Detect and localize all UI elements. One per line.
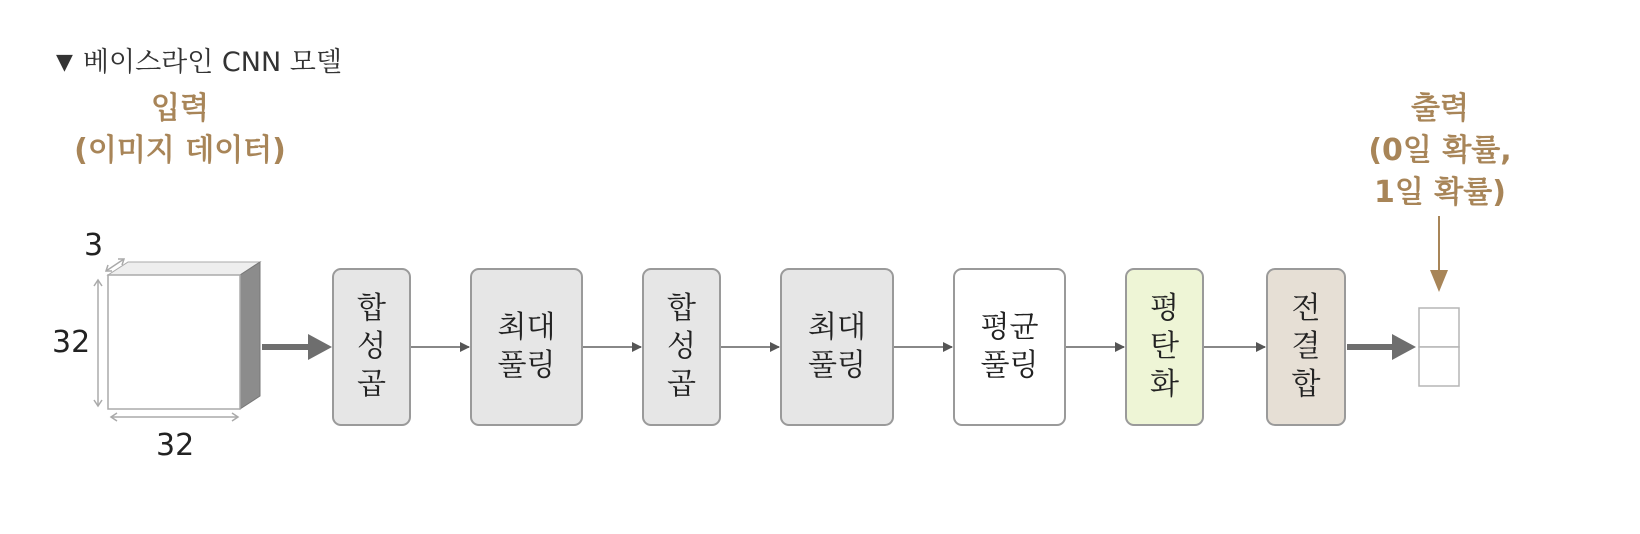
maxpool-block-2-line-2: 풀링 — [808, 348, 866, 383]
dense-block-char-2: 결 — [1291, 329, 1321, 364]
output-cell-0 — [1419, 308, 1459, 347]
output-vector — [1419, 308, 1459, 386]
cube-front-face — [108, 275, 240, 409]
height-dimension-label: 32 — [52, 325, 91, 360]
conv-block-2-char-2: 성 — [667, 329, 696, 364]
conv-block-2-char-3: 곱 — [667, 367, 696, 402]
avgpool-block — [953, 268, 1066, 426]
width-dimension-label: 32 — [156, 428, 195, 463]
avgpool-block-line-2: 풀링 — [980, 348, 1039, 383]
maxpool-block-2-line-1: 최대 — [808, 310, 866, 345]
input-label-line2: (이미지 데이터) — [74, 133, 286, 168]
flatten-block — [1125, 268, 1204, 426]
maxpool-block-1 — [470, 268, 583, 426]
dense-block-char-1: 전 — [1291, 291, 1321, 326]
flatten-block-char-3: 화 — [1150, 367, 1179, 402]
caption-title: 베이스라인 CNN 모델 — [82, 47, 342, 78]
triangle-marker-icon: ▼ — [56, 50, 73, 75]
input-tensor-cube — [108, 262, 260, 409]
conv-block-1-char-3: 곱 — [357, 367, 386, 402]
input-label-line1: 입력 — [151, 91, 209, 126]
output-label-line1: 출력 — [1411, 91, 1469, 126]
conv-block-1-char-2: 성 — [357, 329, 386, 364]
cube-side-face — [240, 262, 260, 409]
maxpool-block-1-line-2: 풀링 — [497, 348, 556, 383]
flatten-block-char-2: 탄 — [1150, 329, 1179, 364]
output-cell-1 — [1419, 347, 1459, 386]
output-arrow — [1347, 334, 1416, 360]
cube-top-face — [108, 262, 260, 275]
conv-block-1 — [332, 268, 411, 426]
maxpool-block-1-line-1: 최대 — [497, 310, 556, 345]
input-arrow — [262, 334, 332, 360]
conv-block-2-char-1: 합 — [667, 291, 696, 326]
dense-block — [1266, 268, 1346, 426]
conv-block-1-char-1: 합 — [357, 291, 386, 326]
conv-block-2 — [642, 268, 721, 426]
output-label-line3: 1일 확률) — [1374, 175, 1506, 210]
avgpool-block-line-1: 평균 — [980, 310, 1039, 345]
dense-block-char-3: 합 — [1291, 367, 1321, 402]
output-label-arrow — [1430, 216, 1448, 292]
output-label-line2: (0일 확률, — [1368, 133, 1512, 168]
maxpool-block-2 — [780, 268, 894, 426]
flatten-block-char-1: 평 — [1150, 291, 1179, 326]
depth-dimension-label: 3 — [84, 228, 104, 263]
